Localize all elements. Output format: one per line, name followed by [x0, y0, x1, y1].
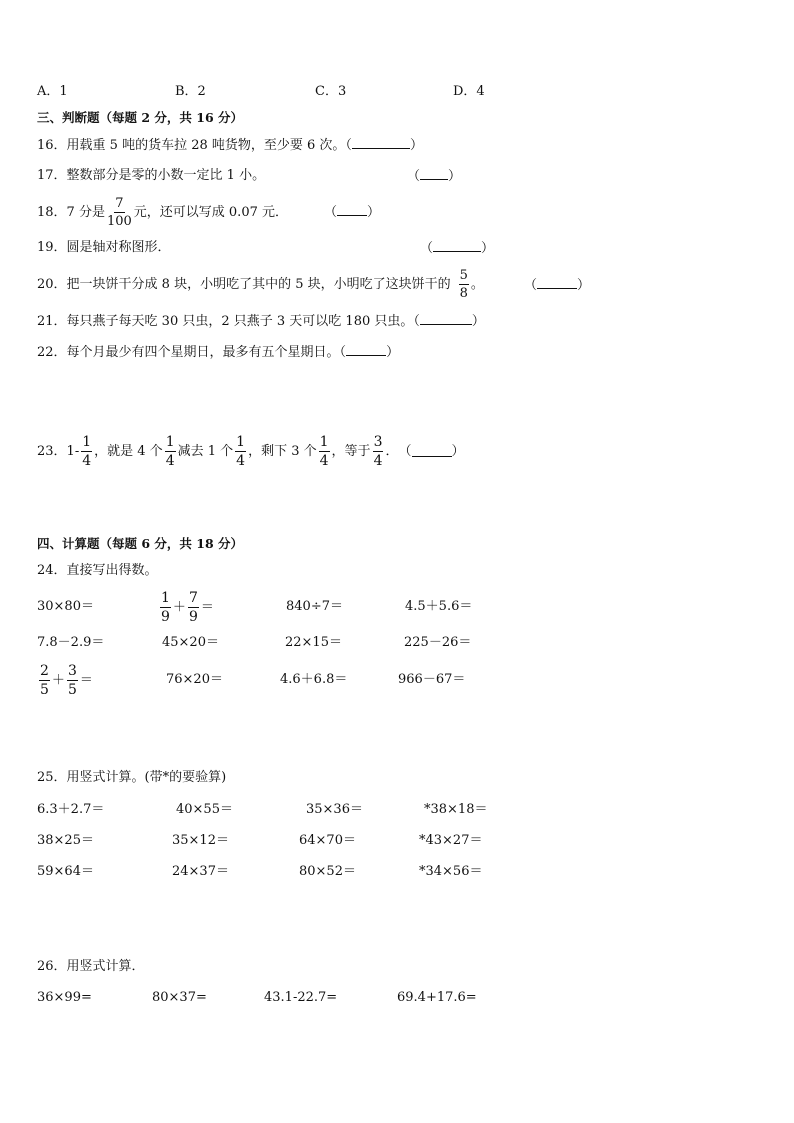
- calc-item: 22×15＝: [285, 635, 342, 650]
- fraction: $\frac{1}{4}$: [319, 433, 329, 469]
- calc-item: 35×12＝: [172, 833, 229, 848]
- question-23: 23．1- $\frac{1}{4}$ ，就是 4 个 $\frac{1}{4}$ 减去 1 个 $\frac{1}{4}$ ，剩下 3 个 $\frac{1}{4}$ ，等于 $\frac{3}{4}$ ． （ ）: [37, 433, 465, 469]
- calc-item-fraction: $\frac{2}{5}$ ＋ $\frac{3}{5}$ ＝: [40, 662, 93, 698]
- answer-blank[interactable]: [420, 314, 472, 325]
- question-20: 20．把一块饼干分成 8 块，小明吃了其中的 5 块，小明吃了这块饼干的 $\frac{5}{8}$ 。: [37, 267, 484, 301]
- calc-item: 76×20＝: [166, 672, 223, 687]
- question-17-answer: （ ）: [407, 169, 462, 184]
- question-18-answer: （ ）: [324, 205, 381, 220]
- calc-item: 45×20＝: [162, 635, 219, 650]
- fraction: $\frac{7}{100}$: [106, 195, 132, 229]
- question-25-title: 25．用竖式计算。(带*的要验算): [37, 770, 227, 785]
- question-24-title: 24．直接写出得数。: [37, 563, 158, 578]
- calc-item: *38×18＝: [424, 802, 488, 817]
- answer-blank[interactable]: [433, 241, 481, 252]
- calc-item: *43×27＝: [419, 833, 483, 848]
- calc-item: *34×56＝: [419, 864, 483, 879]
- calc-item: 30×80＝: [37, 599, 94, 614]
- answer-blank[interactable]: [537, 278, 577, 289]
- fraction: $\frac{1}{4}$: [236, 433, 246, 469]
- fraction: $\frac{1}{4}$: [82, 433, 92, 469]
- calc-item: 4.5＋5.6＝: [405, 599, 473, 614]
- fraction: $\frac{1}{9}$: [161, 589, 170, 625]
- calc-item: 80×37=: [152, 990, 207, 1005]
- question-26-title: 26．用竖式计算．: [37, 959, 145, 974]
- answer-blank[interactable]: [337, 205, 367, 216]
- option-b: B．2: [175, 84, 206, 99]
- question-20-answer: （ ）: [524, 278, 591, 293]
- calc-item: 64×70＝: [299, 833, 356, 848]
- calc-item: 59×64＝: [37, 864, 94, 879]
- option-d: D．4: [453, 84, 485, 99]
- fraction: $\frac{3}{5}$: [67, 662, 77, 698]
- question-21: 21．每只燕子每天吃 30 只虫，2 只燕子 3 天可以吃 180 只虫。（ ）: [37, 314, 485, 329]
- question-19-text: 19．圆是轴对称图形．: [37, 240, 171, 255]
- calc-item-fraction: $\frac{1}{9}$ ＋ $\frac{7}{9}$ ＝: [161, 589, 214, 625]
- question-19-answer: （ ）: [420, 241, 495, 256]
- calc-item: 24×37＝: [172, 864, 229, 879]
- question-18: 18．7 分是 $\frac{7}{100}$ 元，还可以写成 0.07 元．: [37, 195, 288, 229]
- section4-title: 四、计算题（每题 6 分，共 18 分）: [37, 536, 244, 551]
- calc-item: 36×99=: [37, 990, 92, 1005]
- answer-blank[interactable]: [346, 345, 386, 356]
- calc-item: 40×55＝: [176, 802, 233, 817]
- calc-item: 7.8－2.9＝: [37, 635, 105, 650]
- fraction: $\frac{7}{9}$: [188, 589, 198, 625]
- fraction: $\frac{5}{8}$: [459, 267, 468, 301]
- calc-item: 4.6＋6.8＝: [280, 672, 348, 687]
- fraction: $\frac{2}{5}$: [40, 662, 49, 698]
- calc-item: 80×52＝: [299, 864, 356, 879]
- calc-item: 69.4+17.6=: [397, 990, 477, 1005]
- calc-item: 38×25＝: [37, 833, 94, 848]
- calc-item: 6.3＋2.7＝: [37, 802, 105, 817]
- fraction: $\frac{1}{4}$: [165, 433, 175, 469]
- answer-blank[interactable]: [412, 446, 452, 457]
- calc-item: 225－26＝: [404, 635, 472, 650]
- question-17-text: 17．整数部分是零的小数一定比 1 小。: [37, 168, 266, 183]
- fraction: $\frac{3}{4}$: [373, 433, 383, 469]
- calc-item: 966－67＝: [398, 672, 466, 687]
- calc-item: 840÷7＝: [286, 599, 343, 614]
- option-c: C．3: [315, 84, 347, 99]
- answer-blank[interactable]: [352, 138, 410, 149]
- option-a: A．1: [37, 84, 68, 99]
- section3-title: 三、判断题（每题 2 分，共 16 分）: [37, 110, 244, 125]
- answer-blank[interactable]: [420, 169, 448, 180]
- calc-item: 35×36＝: [306, 802, 363, 817]
- calc-item: 43.1-22.7=: [264, 990, 338, 1005]
- question-16: 16．用载重 5 吨的货车拉 28 吨货物，至少要 6 次。（ ）: [37, 138, 423, 153]
- question-22: 22．每个月最少有四个星期日，最多有五个星期日。（ ）: [37, 345, 400, 360]
